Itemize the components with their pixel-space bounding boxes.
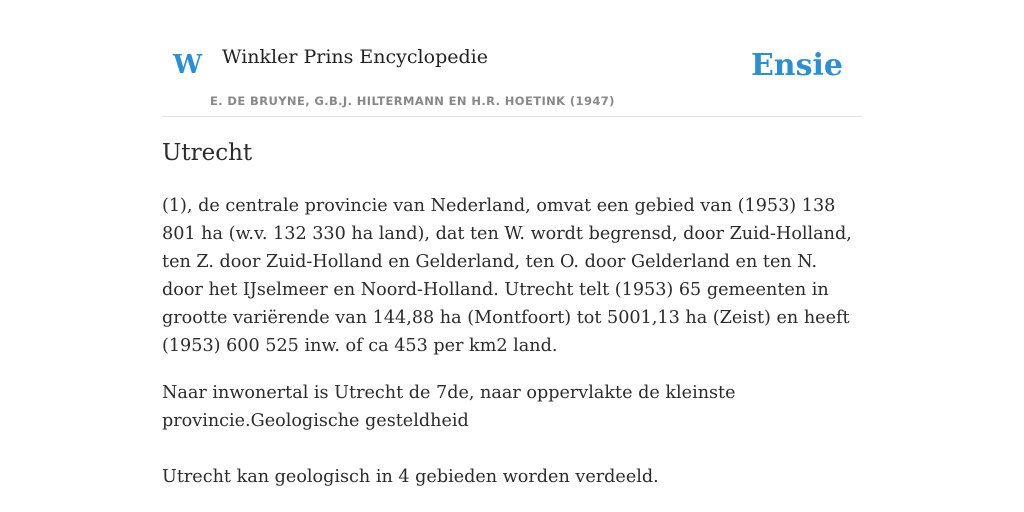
winkler-prins-logo[interactable]: W [173, 50, 203, 80]
article-paragraph: Naar inwonertal is Utrecht de 7de, naar oppervlakte de kleinste provincie.Geologische gesteldheid [162, 383, 736, 431]
header [162, 0, 862, 117]
page-container [162, 0, 862, 487]
encyclopedia-title[interactable]: Winkler Prins Encyclopedie [222, 46, 488, 68]
article-paragraph: Utrecht kan geologisch in 4 gebieden worden verdeeld. [162, 467, 659, 487]
article-paragraph: (1), de centrale provincie van Nederland, omvat een gebied van (1953) 138 801 ha (w.v. 132 330 ha land), dat ten W. wordt begrensd, door Zuid-Holland, ten Z. door Zuid-Holland en Gelderland, ten O. door Gelderland en ten N. door het IJselmeer en Noord-Holland. Utrecht telt (1953) 65 gemeenten in grootte variërende van 144,88 ha (Montfoort) tot 5001,13 ha (Zeist) en heeft (1953) 600 525 inw. of ca 453 per km2 land. [162, 196, 852, 356]
authors-line: E. DE BRUYNE, G.B.J. HILTERMANN EN H.R. HOETINK (1947) [210, 94, 615, 108]
article-title: Utrecht [162, 140, 253, 166]
ensie-brand-logo[interactable]: Ensie [750, 48, 843, 83]
